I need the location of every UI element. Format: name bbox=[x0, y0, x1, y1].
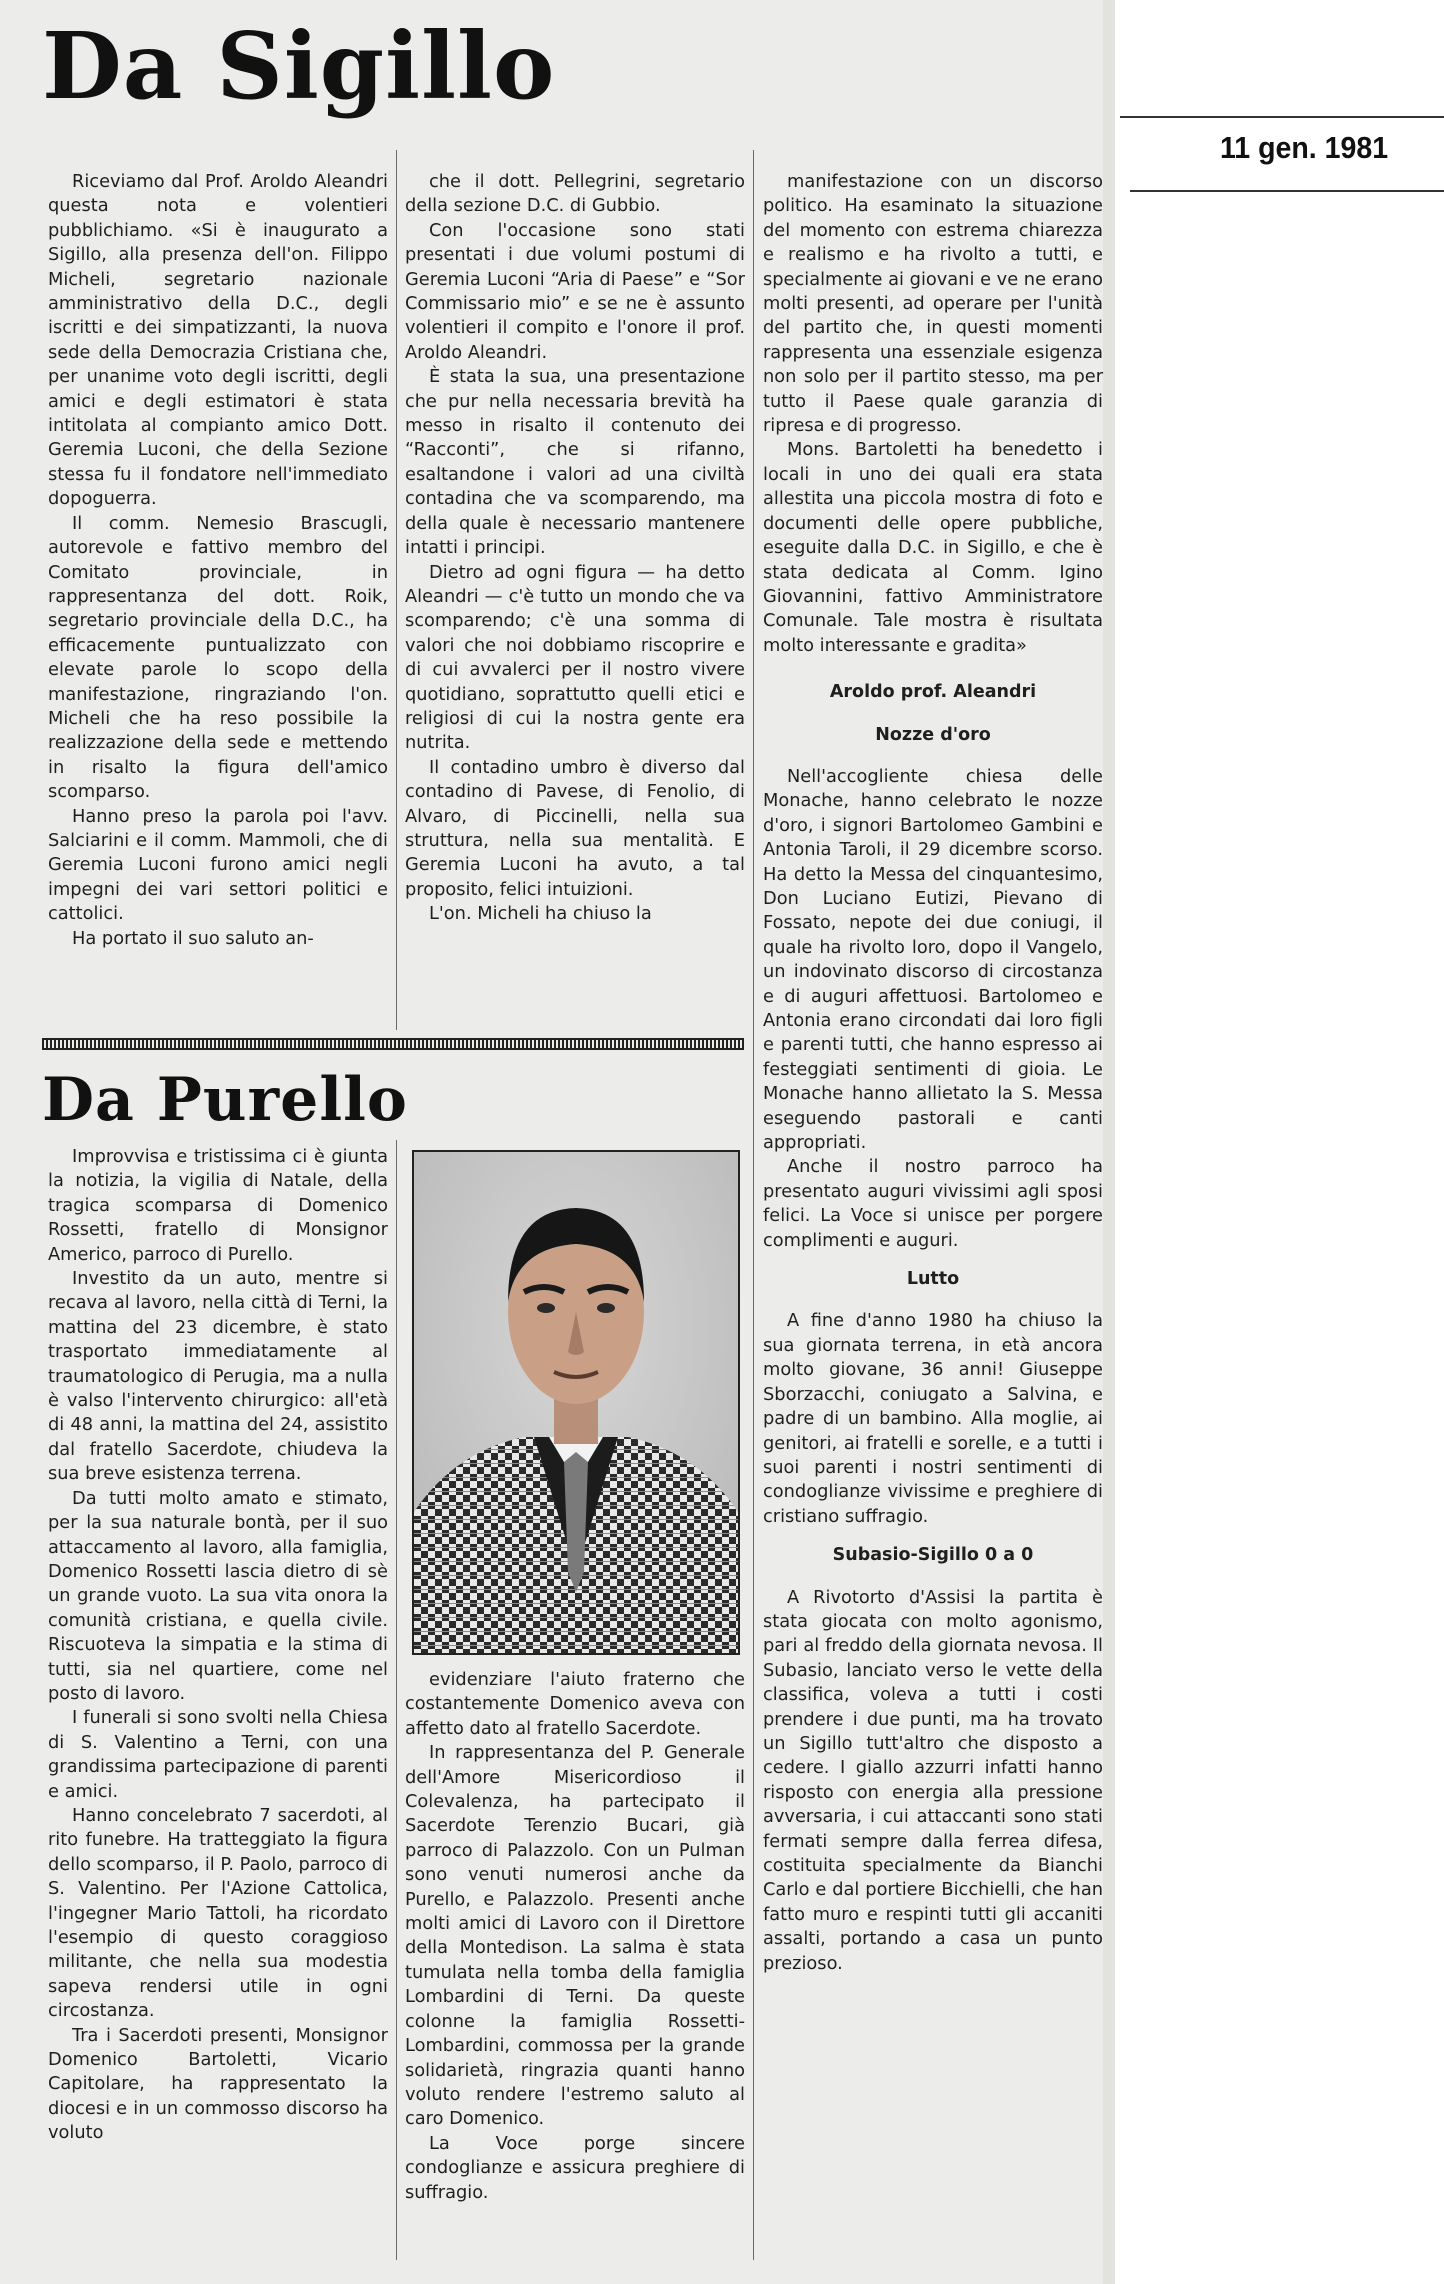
column-divider bbox=[396, 1140, 397, 2260]
date-rule bbox=[1120, 116, 1444, 118]
paragraph: Tra i Sacerdoti presenti, Monsignor Domenico Bartoletti, Vicario Capitolare, ha rappresentato la diocesi e in un commosso discorso ha voluto bbox=[48, 2024, 388, 2144]
paragraph: Il comm. Nemesio Brascugli, autorevole e fattivo membro del Comitato provinciale, in rappresentanza del dott. Roik, segretario provinciale della D.C., ha efficacemente puntualizzato con elevate parole lo scopo della manifestazione, ringraziando l'on. Micheli che ha reso possibile la realizzazione della sede e mettendo in risalto la figura dell'amico scomparso. bbox=[48, 512, 388, 803]
paragraph: Dietro ad ogni figura — ha detto Aleandri — c'è tutto un mondo che va scomparendo; c'è una somma di valori che noi dobbiamo riscoprire e di cui avvalerci per il nostro vivere quotidiano, soprattutto quelli etici e religiosi di cui la nostra gente era nutrita. bbox=[405, 561, 745, 754]
subhead-sport: Subasio-Sigillo 0 a 0 bbox=[832, 1545, 1034, 1566]
paragraph: Investito da un auto, mentre si recava al lavoro, nella città di Terni, la mattina del 23 dicembre, è stato trasportato immediatamente al traumatologico di Perugia, ma a nulla è valso l'intervento chirurgico: all'età di 48 anni, la mattina del 24, assistito dal fratello Sacerdote, chiudeva la sua breve esistenza terrena. bbox=[48, 1268, 388, 1485]
paragraph: È stata la sua, una presentazione che pur nella necessaria brevità ha messo in risalto il contenuto dei “Racconti”, che si rifanno, esaltandone i valori ad una civiltà contadina che va scomparendo, ma della quale è necessario mantenere intatti i principi. bbox=[405, 366, 745, 559]
date-rule bbox=[1130, 190, 1444, 192]
portrait-photo bbox=[412, 1150, 740, 1655]
sigillo-column-1 bbox=[48, 170, 388, 951]
sigillo-column-2 bbox=[405, 170, 745, 927]
paragraph: L'on. Micheli ha chiuso la bbox=[429, 903, 652, 925]
paragraph: Con l'occasione sono stati presentati i due volumi postumi di Geremia Luconi “Aria di Paese” e “Sor Commissario mio” e se ne è assunto volentieri il compito e l'onore il prof. Aroldo Aleandri. bbox=[405, 219, 745, 363]
paragraph: Nell'accogliente chiesa delle Monache, hanno celebrato le nozze d'oro, i signori Bartolomeo Gambini e Antonia Taroli, il 29 dicembre scorso. Ha detto la Messa del cinquantesimo, Don Luciano Eutizi, Pievano di Fossato, nepote dei due coniugi, il quale ha rivolto loro, dopo il Vangelo, un indovinato discorso di circostanza e di auguri affettuosi. Bartolomeo e Antonia erano circondati dai loro figli e parenti tutti, che hanno espresso ai festeggiati sentimenti di gioia. Le Monache hanno allietato la S. Messa eseguendo pastorali e canti appropriati. bbox=[763, 765, 1103, 1154]
column-divider bbox=[753, 150, 754, 2260]
paragraph: Da tutti molto amato e stimato, per la sua naturale bontà, per il suo attaccamento al lavoro, alla famiglia, Domenico Rossetti lascia dietro di sè un grande vuoto. La sua vita onora la comunità cristiana, e quella civile. Riscuoteva la simpatia e la stima di tutti, sia nel quartiere, come nel posto di lavoro. bbox=[48, 1487, 388, 1704]
sigillo-column-3 bbox=[763, 170, 1103, 1976]
clipping-date: 11 gen. 1981 bbox=[1220, 130, 1389, 165]
paragraph: La Voce porge sincere condoglianze e assicura preghiere di suffragio. bbox=[405, 2132, 745, 2203]
paragraph: che il dott. Pellegrini, segretario della sezione D.C. di Gubbio. bbox=[405, 171, 745, 217]
paragraph: evidenziare l'aiuto fraterno che costantemente Domenico aveva con affetto dato al fratello Sacerdote. bbox=[405, 1669, 745, 1739]
subhead-nozze: Nozze d'oro bbox=[875, 724, 991, 745]
paragraph: Ha portato il suo saluto an- bbox=[72, 927, 314, 949]
section-divider bbox=[42, 1038, 744, 1050]
portrait-image bbox=[414, 1152, 738, 1653]
paragraph: A fine d'anno 1980 ha chiuso la sua giornata terrena, in età ancora molto giovane, 36 anni! Giuseppe Sborzacchi, coniugato a Salvina, e padre di un bambino. Alla moglie, ai genitori, ai fratelli e sorelle, e a tutti i suoi parenti i nostri sentimenti di condoglianze vivissime e preghiere di cristiano suffragio. bbox=[763, 1310, 1103, 1527]
paragraph: Hanno concelebrato 7 sacerdoti, al rito funebre. Ha tratteggiato la figura dello scomparso, il P. Paolo, parroco di S. Valentino. Per l'Azione Cattolica, l'ingegner Mario Tattoli, ha ricordato l'esempio di questo coraggioso militante, che nella sua modestia sapeva rendersi utile in ogni circostanza. bbox=[48, 1804, 388, 2022]
paragraph: Anche il nostro parroco ha presentato auguri vivissimi agli sposi felici. La Voce si unisce per porgere complimenti e auguri. bbox=[763, 1156, 1103, 1251]
headline-da-purello: Da Purello bbox=[42, 1065, 408, 1135]
paragraph: I funerali si sono svolti nella Chiesa di S. Valentino a Terni, con una grandissima partecipazione di parenti e amici. bbox=[48, 1707, 388, 1802]
paragraph: Il contadino umbro è diverso dal contadino di Pavese, di Fenolio, di Alvaro, di Piccinelli, nella sua struttura, nella sua mentalità. E Geremia Luconi ha avuto, a tal proposito, felici intuizioni. bbox=[405, 756, 745, 900]
paragraph: In rappresentanza del P. Generale dell'Amore Misericordioso il Colevalenza, ha partecipato il Sacerdote Terenzio Bucari, già parroco di Palazzolo. Con un Pulman sono venuti numerosi anche da Purello, e Palazzolo. Presenti anche molti amici di Lavoro con il Direttore della Montedison. La salma è stata tumulata nella tomba della famiglia Lombardini di Terni. Da queste colonne la famiglia Rossetti-Lombardini, commossa per la grande solidarietà, ringrazia quanti hanno voluto rendere l'estremo saluto al caro Domenico. bbox=[405, 1742, 745, 2130]
headline-da-sigillo: Da Sigillo bbox=[42, 12, 556, 120]
clipping-edge bbox=[1103, 0, 1115, 2284]
column-divider bbox=[396, 150, 397, 1030]
paragraph: Mons. Bartoletti ha benedetto i locali in uno dei quali era stata allestita una piccola mostra di foto e documenti delle opere pubbliche, eseguite dalla D.C. in Sigillo, e che è stata dedicata al Comm. Igino Giovannini, fattivo Amministratore Comunale. Tale mostra è risultata molto interessante e gradita» bbox=[763, 439, 1103, 656]
paragraph: A Rivotorto d'Assisi la partita è stata giocata con molto agonismo, pari al freddo della giornata nevosa. Il Subasio, lanciato verso le vette della classifica, voleva a tutti i costi prendere i due punti, ma ha trovato un Sigillo tutt'altro che disposto a cedere. I giallo azzurri infatti hanno risposto con energia alla pressione avversaria, i cui attaccanti sono stati fermati sempre dalla ferrea difesa, costituita specialmente da Bianchi Carlo e dal portiere Bicchielli, che han fatto muro e respinti tutti gli accaniti assalti, portando a casa un punto prezioso. bbox=[763, 1586, 1103, 1974]
subhead-lutto: Lutto bbox=[906, 1269, 960, 1290]
purello-column-2 bbox=[405, 1668, 745, 2205]
paragraph: manifestazione con un discorso politico. Ha esaminato la situazione del momento con estrema chiarezza e realismo e ha rivolto a tutti, e specialmente ai giovani e ve ne erano molti presenti, ad operare per l'unità del partito che, in questi momenti rappresenta una essenziale esigenza non solo per il partito stesso, ma per tutto il Paese quale garanzia di ripresa e di progresso. bbox=[763, 171, 1103, 437]
author-signature: Aroldo prof. Aleandri bbox=[829, 682, 1037, 703]
paragraph: Riceviamo dal Prof. Aroldo Aleandri questa nota e volentieri pubblichiamo. «Si è inaugurato a Sigillo, alla presenza dell'on. Filippo Micheli, segretario nazionale amministrativo della D.C., degli iscritti e dei simpatizzanti, la nuova sede della Democrazia Cristiana che, per unanime voto degli iscritti, degli amici e degli estimatori è stata intitolata al compianto amico Dott. Geremia Luconi, che della Sezione stessa fu il fondatore nell'immediato dopoguerra. bbox=[48, 171, 388, 510]
paragraph: Hanno preso la parola poi l'avv. Salciarini e il comm. Mammoli, che di Geremia Luconi furono amici negli impegni dei vari settori politici e cattolici. bbox=[48, 805, 388, 925]
purello-column-1 bbox=[48, 1145, 388, 2146]
paragraph: Improvvisa e tristissima ci è giunta la notizia, la vigilia di Natale, della tragica scomparsa di Domenico Rossetti, fratello di Monsignor Americo, parroco di Purello. bbox=[48, 1146, 388, 1265]
